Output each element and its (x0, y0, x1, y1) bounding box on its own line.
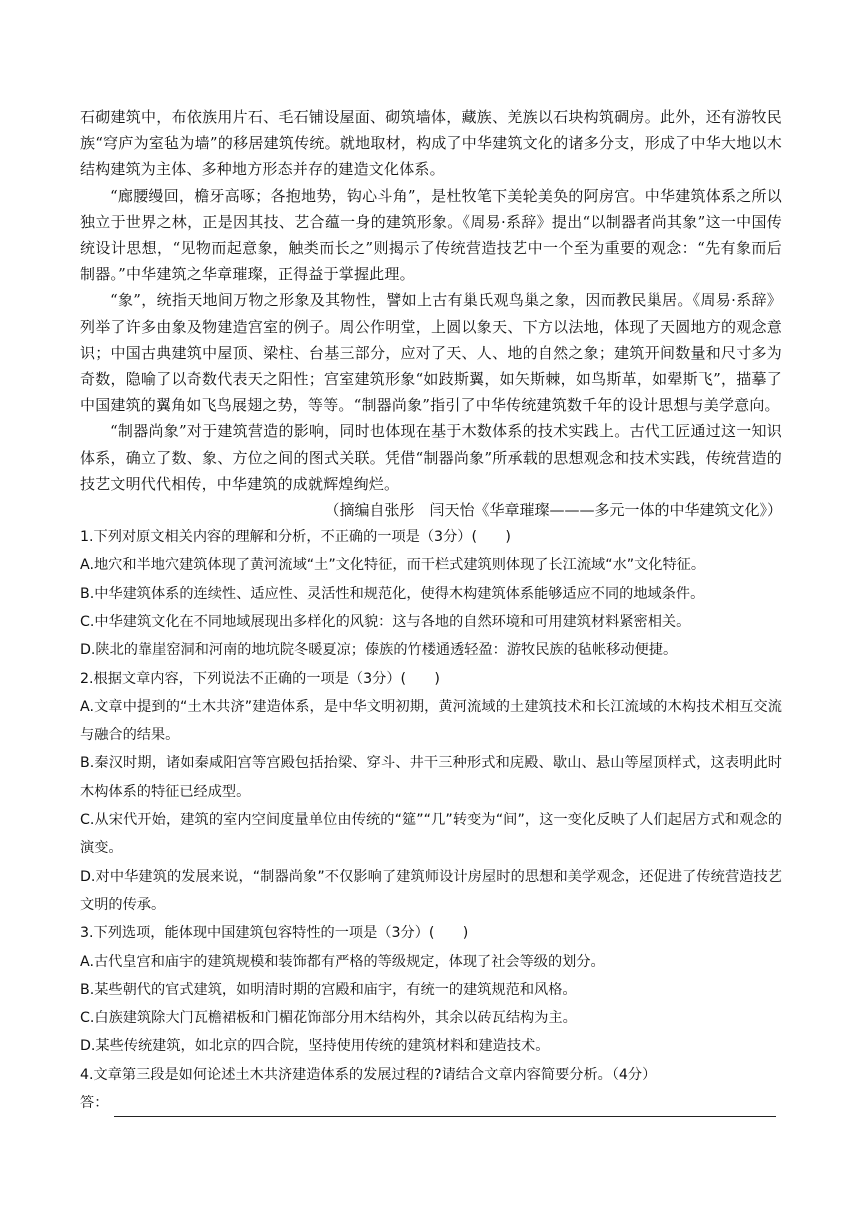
passage-paragraph-1: 石砌建筑中，布依族用片石、毛石铺设屋面、砌筑墙体，藏族、羌族以石块构筑碉房。此外，还有游牧民族“穹庐为室毡为墙”的移居建筑传统。就地取材，构成了中华建筑文化的诸多分支，形成了中华大地以木结构建筑为主体、多种地方形态并存的建造文化体系。 (80, 108, 782, 179)
option-b[interactable]: B.秦汉时期，诸如秦咸阳宫等宫殿包括抬梁、穿斗、井干三种形式和庑殿、歇山、悬山等屋顶样式，这表明此时木构体系的特征已经成型。 (80, 755, 782, 800)
question-3 (80, 919, 782, 1060)
passage-paragraph-3: “象”，统指天地间万物之形象及其物性，譬如上古有巢氏观鸟巢之象，因而教民巢居。《周易·系辞》列举了许多由象及物建造宫室的例子。周公作明堂，上圆以象天、下方以法地，体现了天圆地方的观念意识；中国古典建筑中屋顶、梁柱、台基三部分，应对了天、人、地的自然之象；建筑开间数量和尺寸多为奇数，隐喻了以奇数代表天之阳性；宫室建筑形象“如跂斯翼，如矢斯棘，如鸟斯革，如翚斯飞”，描摹了中国建筑的翼角如飞鸟展翅之势，等等。“制器尚象”指引了中华传统建筑数千年的设计思想与美学意向。 (80, 291, 782, 415)
question-1 (80, 523, 782, 664)
answer-label: 答： (80, 1094, 109, 1111)
option-a[interactable]: A.古代皇宫和庙宇的建筑规模和装饰都有严格的等级规定，体现了社会等级的划分。 (80, 953, 605, 970)
option-b[interactable]: B.某些朝代的官式建筑，如明清时期的宫殿和庙宇，有统一的建筑规范和风格。 (80, 981, 577, 998)
option-c[interactable]: C.从宋代开始，建筑的室内空间度量单位由传统的“筵”“几”转变为“间”，这一变化反映了人们起居方式和观念的演变。 (80, 812, 782, 857)
question-stem: 2.根据文章内容，下列说法不正确的一项是（3分）( ) (80, 670, 440, 687)
option-c[interactable]: C.中华建筑文化在不同地域展现出多样化的风貌：这与各地的自然环境和可用建筑材料紧密相关。 (80, 613, 691, 630)
passage-source: （摘编自张彤 闫天怡《华章璀璨———多元一体的中华建筑文化》） (324, 501, 782, 520)
option-d[interactable]: D.陕北的靠崖窑洞和河南的地坑院冬暖夏凉；傣族的竹楼通透轻盈：游牧民族的毡帐移动便捷。 (80, 642, 678, 659)
question-stem: 4.文章第三段是如何论述土木共济建造体系的发展过程的?请结合文章内容简要分析。（4分） (80, 1066, 657, 1083)
question-2 (80, 665, 782, 920)
passage-paragraph-2: “廊腰缦回，檐牙高啄；各抱地势，钩心斗角”，是杜牧笔下美轮美奂的阿房宫。中华建筑体系之所以独立于世界之林，正是因其技、艺合蕴一身的建筑形象。《周易·系辞》提出“以制器者尚其象”这一中国传统设计思想，“见物而起意象，触类而长之”则揭示了传统营造技艺中一个至为重要的观念：“先有象而后制器。”中华建筑之华章璀璨，正得益于掌握此理。 (80, 186, 782, 284)
question-4 (80, 1061, 782, 1089)
answer-row (80, 1089, 782, 1117)
answer-line[interactable] (114, 1096, 776, 1117)
option-c[interactable]: C.白族建筑除大门瓦檐裙板和门楣花饰部分用木结构外，其余以砖瓦结构为主。 (80, 1010, 577, 1027)
option-a[interactable]: A.文章中提到的“土木共济”建造体系，是中华文明初期，黄河流域的土建筑技术和长江流域的木构技术相互交流与融合的结果。 (80, 698, 782, 744)
option-b[interactable]: B.中华建筑体系的连续性、适应性、灵活性和规范化，使得木构建筑体系能够适应不同的地域条件。 (80, 585, 705, 602)
option-a[interactable]: A.地穴和半地穴建筑体现了黄河流域“土”文化特征，而干栏式建筑则体现了长江流域“水”文化特征。 (80, 557, 706, 574)
question-stem: 1.下列对原文相关内容的理解和分析，不正确的一项是（3分）( ) (80, 529, 511, 546)
option-d[interactable]: D.某些传统建筑，如北京的四合院，坚持使用传统的建筑材料和建造技术。 (80, 1038, 550, 1055)
option-d[interactable]: D.对中华建筑的发展来说，“制器尚象”不仅影响了建筑师设计房屋时的思想和美学观念，还促进了传统营造技艺文明的传承。 (80, 868, 782, 913)
exam-page (80, 104, 782, 1117)
question-stem: 3.下列选项，能体现中国建筑包容特性的一项是（3分）( ) (80, 925, 469, 942)
passage-paragraph-4: “制器尚象”对于建筑营造的影响，同时也体现在基于木数体系的技术实践上。古代工匠通过这一知识体系，确立了数、象、方位之间的图式关联。凭借“制器尚象”所承载的思想观念和技术实践，传统营造的技艺文明代代相传，中华建筑的成就辉煌绚烂。 (80, 422, 782, 493)
